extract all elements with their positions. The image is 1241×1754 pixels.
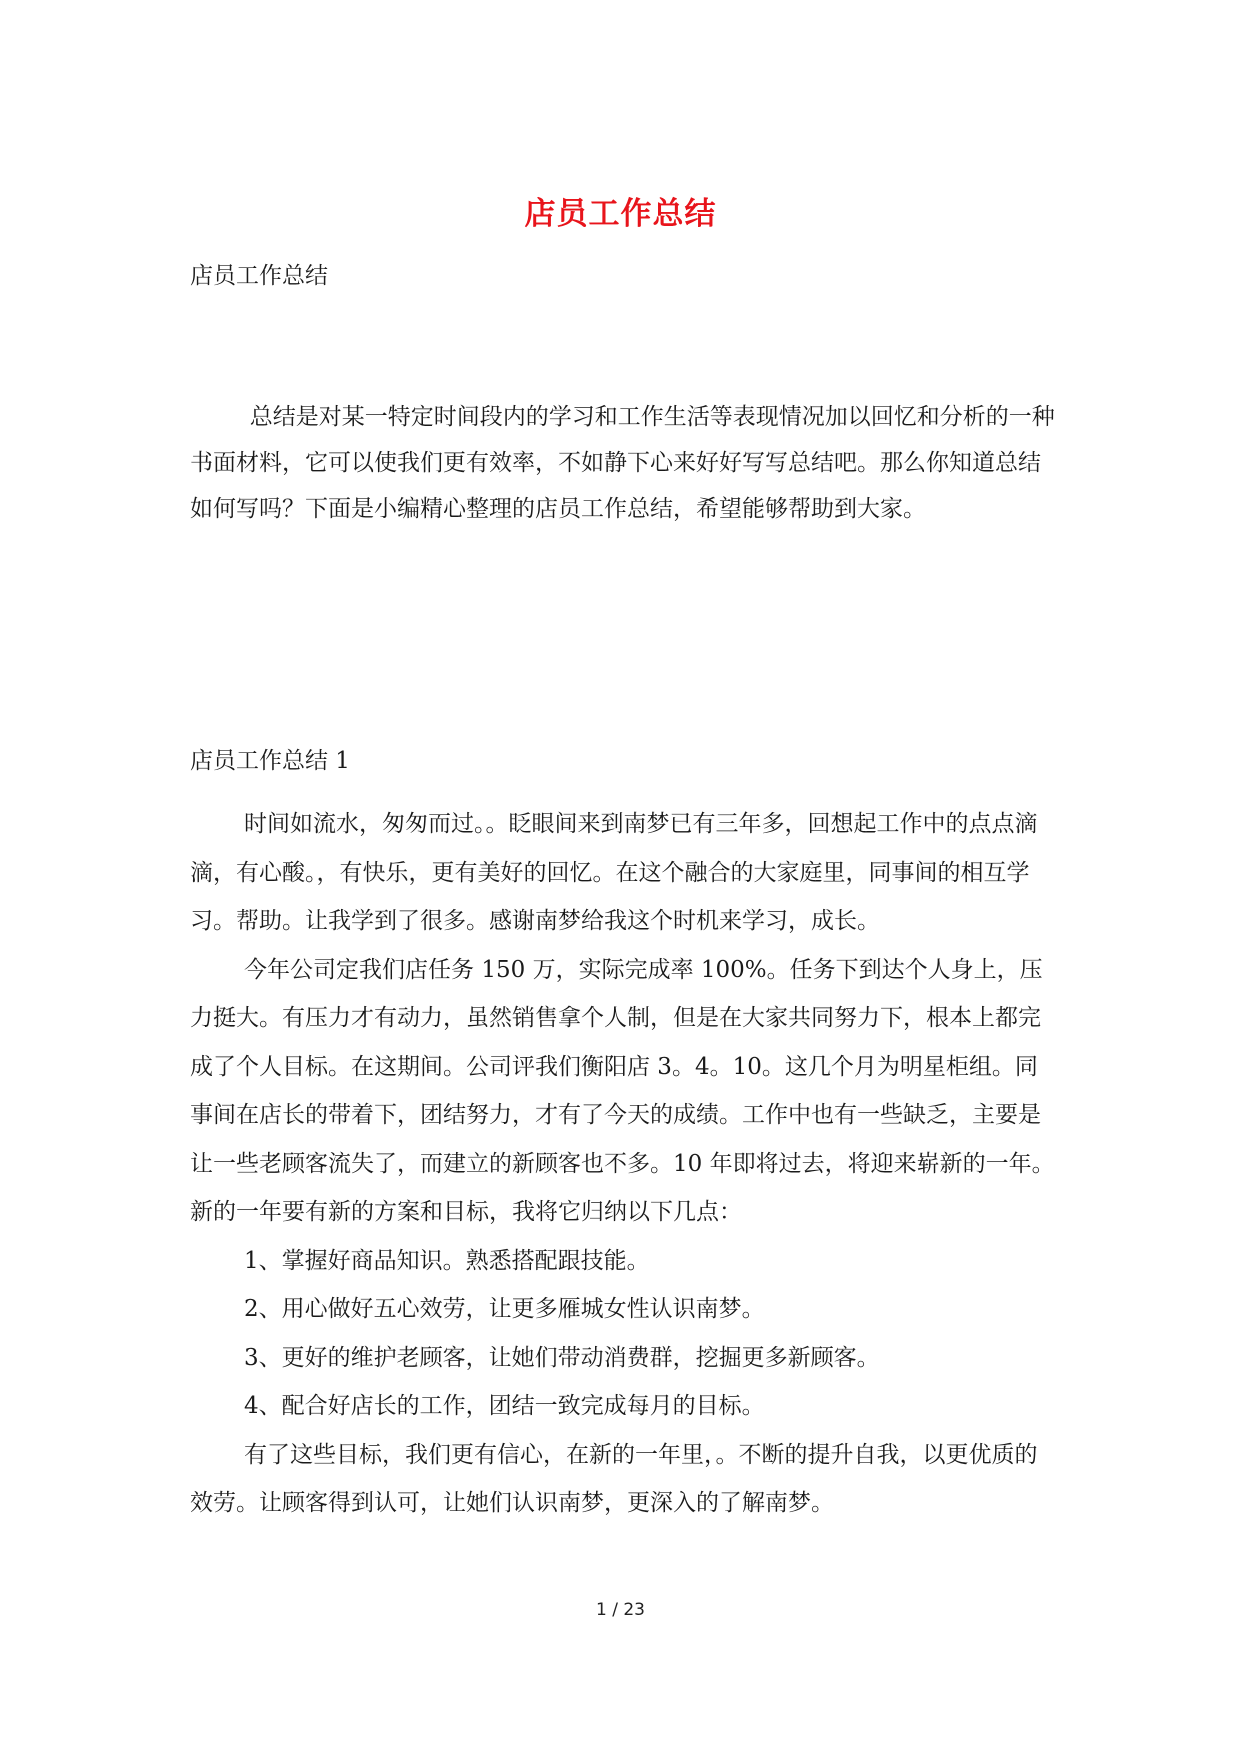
document-title: 店员工作总结	[524, 196, 717, 232]
list-item: 1、掌握好商品知识。熟悉搭配跟技能。	[244, 1247, 650, 1274]
list-item: 4、配合好店长的工作，团结一致完成每月的目标。	[244, 1393, 765, 1419]
page-number: 1 / 23	[596, 1600, 645, 1620]
list-item: 3、更好的维护老顾客，让她们带动消费群，挖掘更多新顾客。	[244, 1344, 880, 1371]
section-heading: 店员工作总结 1	[190, 748, 350, 774]
section-body	[190, 800, 1058, 1528]
list-item: 2、用心做好五心效劳，让更多雁城女性认识南梦。	[244, 1296, 765, 1322]
paragraph: 时间如流水，匆匆而过。。眨眼间来到南梦已有三年多，回想起工作中的点点滴滴，有心酸。，有快乐，更有美好的回忆。在这个融合的大家庭里，同事间的相互学习。帮助。让我学到了很多。感谢南梦给我这个时机来学习，成长。	[190, 811, 1038, 934]
intro-paragraph	[190, 394, 1058, 532]
document-subtitle: 店员工作总结	[190, 263, 328, 289]
paragraph: 今年公司定我们店任务 150 万，实际完成率 100%。任务下到达个人身上，压力挺大。有压力才有动力，虽然销售拿个人制，但是在大家共同努力下，根本上都完成了个人目标。在这期间。公司评我们衡阳店 3。4。10。这几个月为明星柜组。同事间在店长的带着下，团结努力，才有了今天的成绩。工作中也有一些缺乏，主要是让一些老顾客流失了，而建立的新顾客也不多。10 年即将过去，将迎来崭新的一年。新的一年要有新的方案和目标，我将它归纳以下几点：	[190, 956, 1055, 1225]
intro-text: 总结是对某一特定时间段内的学习和工作生活等表现情况加以回忆和分析的一种书面材料，它可以使我们更有效率，不如静下心来好好写写总结吧。那么你知道总结如何写吗？下面是小编精心整理的店员工作总结，希望能够帮助到大家。	[190, 404, 1055, 522]
paragraph: 有了这些目标，我们更有信心，在新的一年里，。不断的提升自我，以更优质的效劳。让顾客得到认可，让她们认识南梦，更深入的了解南梦。	[190, 1441, 1038, 1516]
